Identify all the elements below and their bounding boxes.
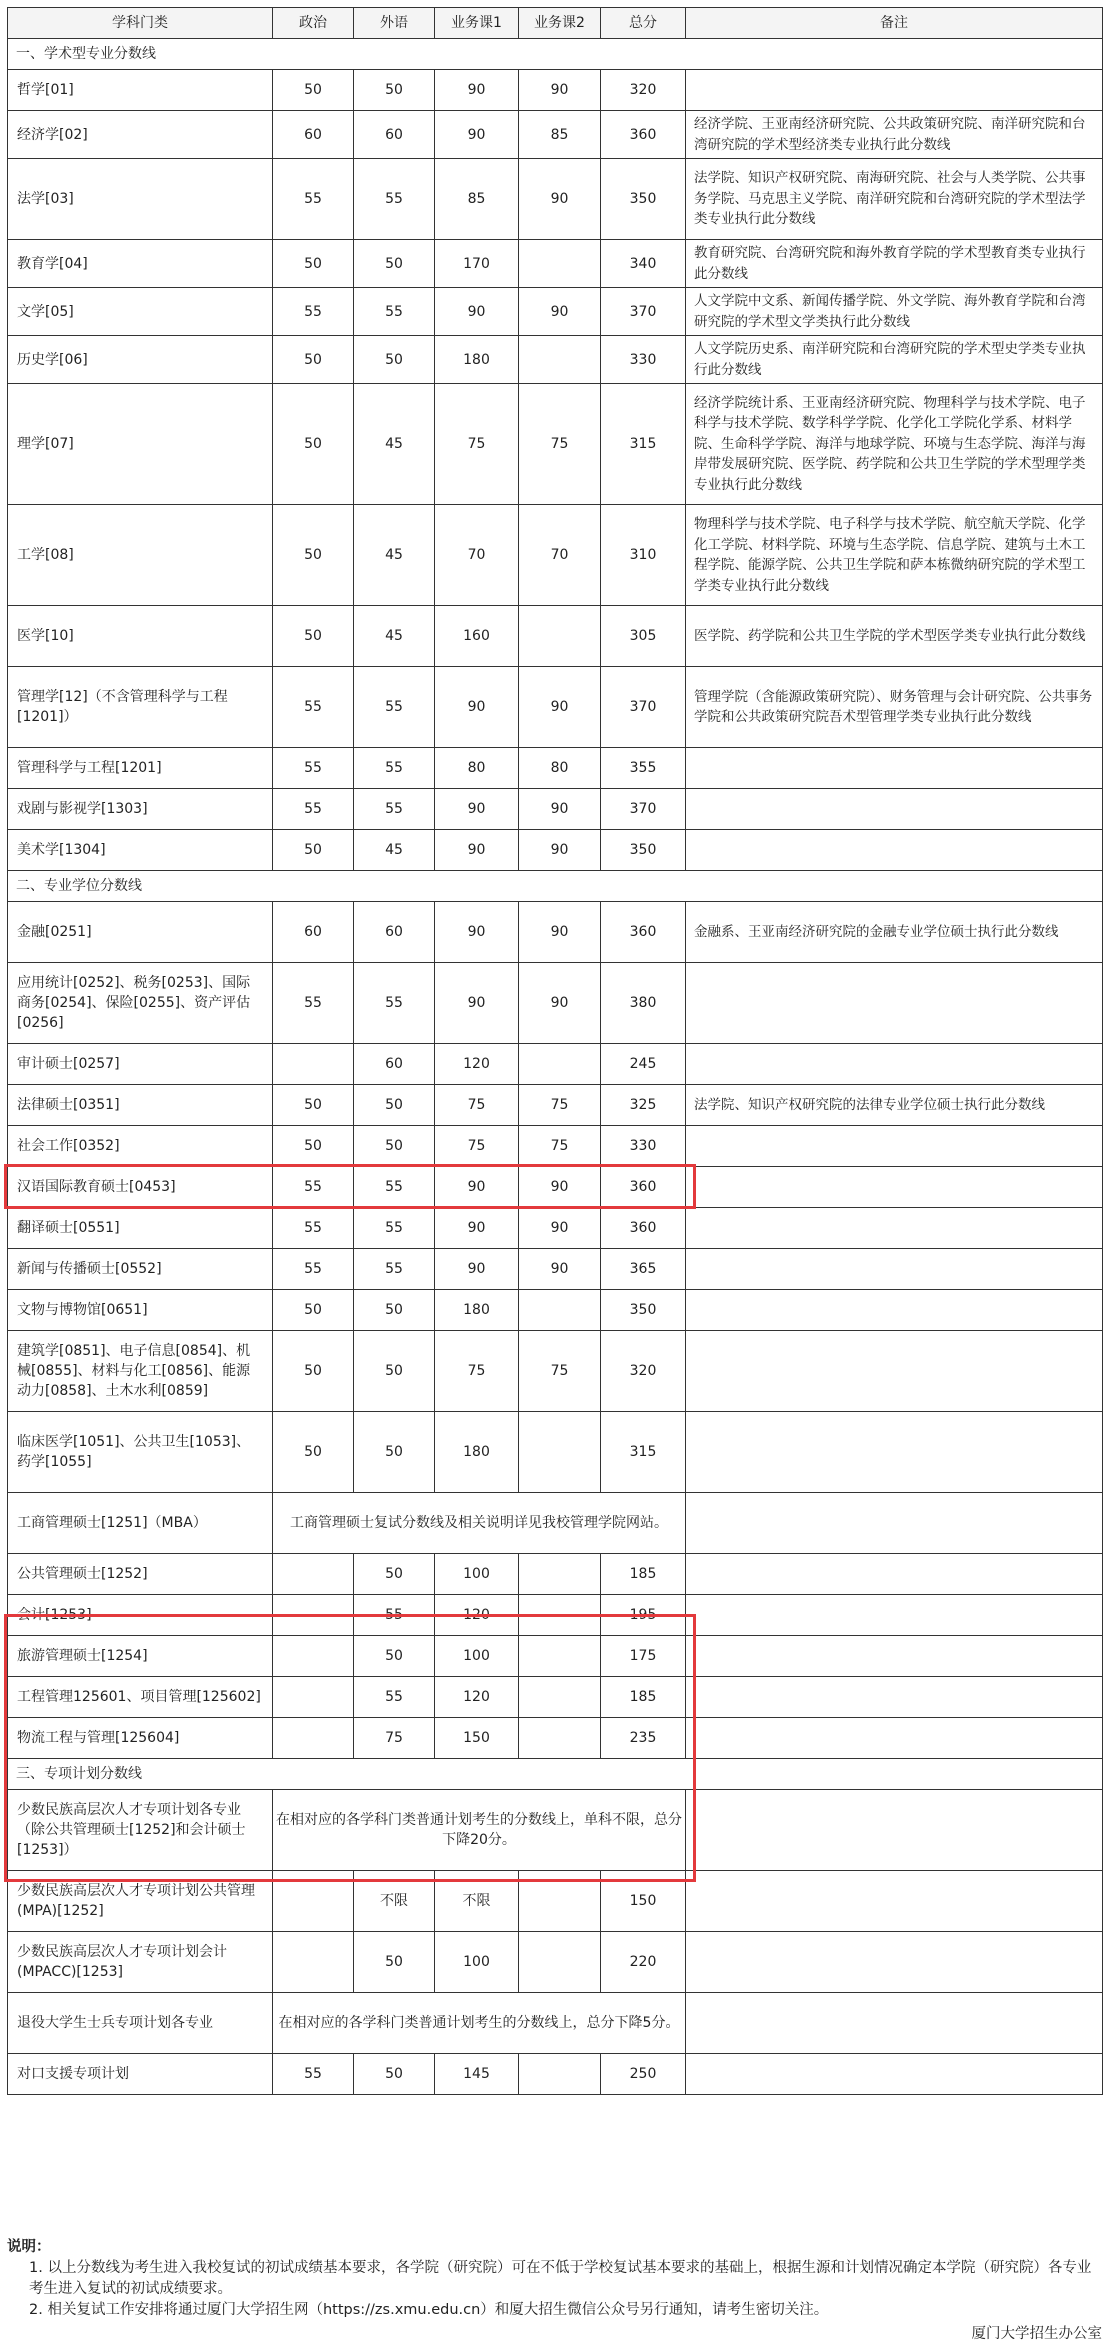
- subject-cell: 应用统计[0252]、税务[0253]、国际商务[0254]、保险[0255]、资产评估[0256]: [8, 963, 273, 1044]
- politics-cell: 50: [273, 1412, 354, 1493]
- course1-cell: 90: [435, 789, 519, 830]
- politics-cell: [273, 1636, 354, 1677]
- politics-cell: 55: [273, 159, 354, 240]
- remark-cell: [686, 1595, 1103, 1636]
- remark-cell: [686, 70, 1103, 111]
- header-subject: 学科门类: [8, 8, 273, 39]
- course1-cell: 75: [435, 1331, 519, 1412]
- course1-cell: 180: [435, 336, 519, 384]
- section-row: [8, 871, 1103, 902]
- subject-cell: 理学[07]: [8, 384, 273, 505]
- foreign-cell: 不限: [354, 1871, 435, 1932]
- course1-cell: 145: [435, 2054, 519, 2095]
- remark-cell: [686, 1554, 1103, 1595]
- course2-cell: [519, 2054, 601, 2095]
- total-cell: 310: [601, 505, 686, 606]
- course2-cell: [519, 1871, 601, 1932]
- header-course2: 业务课2: [519, 8, 601, 39]
- remark-cell: [686, 1331, 1103, 1412]
- remark-cell: 物理科学与技术学院、电子科学与技术学院、航空航天学院、化学化工学院、材料学院、环境与生态学院、信息学院、建筑与土木工程学院、能源学院、公共卫生学院和萨本栋微纳研究院的学术型工学类专业执行此分数线: [686, 505, 1103, 606]
- table-row: [8, 240, 1103, 288]
- table-row: [8, 1208, 1103, 1249]
- remark-cell: [686, 1790, 1103, 1871]
- header-politics: 政治: [273, 8, 354, 39]
- section-row: [8, 39, 1103, 70]
- total-cell: 185: [601, 1554, 686, 1595]
- table-row: [8, 159, 1103, 240]
- table-row: [8, 748, 1103, 789]
- course1-cell: 75: [435, 1126, 519, 1167]
- foreign-cell: 45: [354, 384, 435, 505]
- total-cell: 185: [601, 1677, 686, 1718]
- subject-cell: 法律硕士[0351]: [8, 1085, 273, 1126]
- course1-cell: 85: [435, 159, 519, 240]
- section-title: 三、专项计划分数线: [8, 1759, 1103, 1790]
- course1-cell: 80: [435, 748, 519, 789]
- total-cell: 305: [601, 606, 686, 667]
- remark-cell: 经济学院统计系、王亚南经济研究院、物理科学与技术学院、电子科学与技术学院、数学科学学院、化学化工学院化学系、材料学院、生命科学学院、海洋与地球学院、环境与生态学院、海洋与海岸带发展研究院、医学院、药学院和公共卫生学院的学术型理学类专业执行此分数线: [686, 384, 1103, 505]
- politics-cell: 55: [273, 963, 354, 1044]
- total-cell: 235: [601, 1718, 686, 1759]
- table-row: [8, 1167, 1103, 1208]
- total-cell: 325: [601, 1085, 686, 1126]
- subject-cell: 少数民族高层次人才专项计划各专业（除公共管理硕士[1252]和会计硕士[1253]）: [8, 1790, 273, 1871]
- subject-cell: 会计[1253]: [8, 1595, 273, 1636]
- total-cell: 350: [601, 159, 686, 240]
- remark-cell: [686, 1412, 1103, 1493]
- total-cell: 245: [601, 1044, 686, 1085]
- foreign-cell: 55: [354, 963, 435, 1044]
- table-row: [8, 288, 1103, 336]
- remark-cell: [686, 1636, 1103, 1677]
- subject-cell: 翻译硕士[0551]: [8, 1208, 273, 1249]
- table-row: [8, 1677, 1103, 1718]
- table-row: [8, 830, 1103, 871]
- subject-cell: 金融[0251]: [8, 902, 273, 963]
- course2-cell: [519, 1412, 601, 1493]
- remark-cell: [686, 1249, 1103, 1290]
- foreign-cell: 50: [354, 1126, 435, 1167]
- total-cell: 360: [601, 902, 686, 963]
- politics-cell: 55: [273, 288, 354, 336]
- table-row: [8, 1718, 1103, 1759]
- remark-cell: 经济学院、王亚南经济研究院、公共政策研究院、南洋研究院和台湾研究院的学术型经济类专业执行此分数线: [686, 111, 1103, 159]
- foreign-cell: 55: [354, 1208, 435, 1249]
- course1-cell: 90: [435, 70, 519, 111]
- table-row: [8, 1126, 1103, 1167]
- table-row: [8, 2054, 1103, 2095]
- header-foreign: 外语: [354, 8, 435, 39]
- total-cell: 360: [601, 111, 686, 159]
- foreign-cell: 55: [354, 789, 435, 830]
- total-cell: 195: [601, 1595, 686, 1636]
- politics-cell: [273, 1044, 354, 1085]
- politics-cell: 55: [273, 1208, 354, 1249]
- subject-cell: 汉语国际教育硕士[0453]: [8, 1167, 273, 1208]
- course2-cell: [519, 1290, 601, 1331]
- politics-cell: 55: [273, 789, 354, 830]
- subject-cell: 旅游管理硕士[1254]: [8, 1636, 273, 1677]
- foreign-cell: 45: [354, 505, 435, 606]
- subject-cell: 工程管理125601、项目管理[125602]: [8, 1677, 273, 1718]
- subject-cell: 审计硕士[0257]: [8, 1044, 273, 1085]
- remark-cell: 法学院、知识产权研究院、南海研究院、社会与人类学院、公共事务学院、马克思主义学院、南洋研究院和台湾研究院的学术型法学类专业执行此分数线: [686, 159, 1103, 240]
- course2-cell: [519, 1044, 601, 1085]
- politics-cell: 55: [273, 667, 354, 748]
- note-item-1: 1. 以上分数线为考生进入我校复试的初试成绩基本要求，各学院（研究院）可在不低于学校复试基本要求的基础上，根据生源和计划情况确定本学院（研究院）各专业考生进入复试的初试成绩要求。: [29, 2260, 1092, 2297]
- foreign-cell: 50: [354, 1932, 435, 1993]
- subject-cell: 文物与博物馆[0651]: [8, 1290, 273, 1331]
- course1-cell: 75: [435, 1085, 519, 1126]
- course2-cell: 90: [519, 902, 601, 963]
- total-cell: 380: [601, 963, 686, 1044]
- politics-cell: 50: [273, 505, 354, 606]
- total-cell: 220: [601, 1932, 686, 1993]
- politics-cell: 50: [273, 1126, 354, 1167]
- table-row: [8, 1493, 1103, 1554]
- notes-heading: 说明：: [7, 2239, 51, 2255]
- remark-cell: [686, 1126, 1103, 1167]
- total-cell: 150: [601, 1871, 686, 1932]
- table-row: [8, 1331, 1103, 1412]
- subject-cell: 少数民族高层次人才专项计划公共管理(MPA)[1252]: [8, 1871, 273, 1932]
- section-title: 一、学术型专业分数线: [8, 39, 1103, 70]
- total-cell: 360: [601, 1167, 686, 1208]
- course2-cell: 75: [519, 384, 601, 505]
- subject-cell: 经济学[02]: [8, 111, 273, 159]
- course1-cell: 75: [435, 384, 519, 505]
- subject-cell: 少数民族高层次人才专项计划会计(MPACC)[1253]: [8, 1932, 273, 1993]
- course2-cell: 75: [519, 1126, 601, 1167]
- table-row: [8, 1044, 1103, 1085]
- course1-cell: 90: [435, 667, 519, 748]
- remark-cell: [686, 830, 1103, 871]
- foreign-cell: 55: [354, 667, 435, 748]
- foreign-cell: 55: [354, 748, 435, 789]
- total-cell: 370: [601, 789, 686, 830]
- total-cell: 320: [601, 70, 686, 111]
- course1-cell: 150: [435, 1718, 519, 1759]
- course1-cell: 160: [435, 606, 519, 667]
- course2-cell: 90: [519, 1208, 601, 1249]
- foreign-cell: 55: [354, 1167, 435, 1208]
- foreign-cell: 45: [354, 830, 435, 871]
- course1-cell: 100: [435, 1932, 519, 1993]
- politics-cell: [273, 1932, 354, 1993]
- course1-cell: 90: [435, 1249, 519, 1290]
- course2-cell: [519, 336, 601, 384]
- total-cell: 360: [601, 1208, 686, 1249]
- foreign-cell: 75: [354, 1718, 435, 1759]
- table-row: [8, 1636, 1103, 1677]
- politics-cell: 50: [273, 1290, 354, 1331]
- politics-cell: 50: [273, 240, 354, 288]
- remark-cell: [686, 748, 1103, 789]
- foreign-cell: 50: [354, 1636, 435, 1677]
- table-row: [8, 1871, 1103, 1932]
- total-cell: 370: [601, 667, 686, 748]
- score-table-wrapper: [7, 7, 1102, 2095]
- course2-cell: 85: [519, 111, 601, 159]
- politics-cell: [273, 1718, 354, 1759]
- course2-cell: 90: [519, 159, 601, 240]
- table-row: [8, 1595, 1103, 1636]
- foreign-cell: 60: [354, 111, 435, 159]
- foreign-cell: 55: [354, 1249, 435, 1290]
- remark-cell: [686, 963, 1103, 1044]
- foreign-cell: 55: [354, 159, 435, 240]
- politics-cell: [273, 1677, 354, 1718]
- signature: 厦门大学招生办公室: [971, 2326, 1102, 2342]
- subject-cell: 医学[10]: [8, 606, 273, 667]
- table-row: [8, 505, 1103, 606]
- remark-cell: 金融系、王亚南经济研究院的金融专业学位硕士执行此分数线: [686, 902, 1103, 963]
- table-row: [8, 1249, 1103, 1290]
- header-course1: 业务课1: [435, 8, 519, 39]
- course1-cell: 90: [435, 902, 519, 963]
- course1-cell: 120: [435, 1677, 519, 1718]
- subject-cell: 管理学[12]（不含管理科学与工程[1201]）: [8, 667, 273, 748]
- table-row: [8, 1412, 1103, 1493]
- remark-cell: 人文学院历史系、南洋研究院和台湾研究院的学术型史学类专业执行此分数线: [686, 336, 1103, 384]
- subject-cell: 工商管理硕士[1251]（MBA）: [8, 1493, 273, 1554]
- course2-cell: 75: [519, 1085, 601, 1126]
- subject-cell: 教育学[04]: [8, 240, 273, 288]
- foreign-cell: 50: [354, 1331, 435, 1412]
- politics-cell: 50: [273, 830, 354, 871]
- table-row: [8, 336, 1103, 384]
- course1-cell: 100: [435, 1554, 519, 1595]
- remark-cell: [686, 1044, 1103, 1085]
- foreign-cell: 60: [354, 902, 435, 963]
- course2-cell: 90: [519, 830, 601, 871]
- course2-cell: [519, 1554, 601, 1595]
- remark-cell: [686, 1290, 1103, 1331]
- subject-cell: 法学[03]: [8, 159, 273, 240]
- course2-cell: [519, 1636, 601, 1677]
- section-title: 二、专业学位分数线: [8, 871, 1103, 902]
- table-row: [8, 111, 1103, 159]
- merged-note-cell: 工商管理硕士复试分数线及相关说明详见我校管理学院网站。: [273, 1493, 686, 1554]
- notes-block: [7, 2237, 1102, 2345]
- total-cell: 320: [601, 1331, 686, 1412]
- politics-cell: 50: [273, 384, 354, 505]
- course2-cell: 90: [519, 1249, 601, 1290]
- table-row: [8, 667, 1103, 748]
- merged-note-cell: 在相对应的各学科门类普通计划考生的分数线上，单科不限，总分下降20分。: [273, 1790, 686, 1871]
- politics-cell: [273, 1554, 354, 1595]
- subject-cell: 美术学[1304]: [8, 830, 273, 871]
- course2-cell: [519, 240, 601, 288]
- table-row: [8, 606, 1103, 667]
- politics-cell: 55: [273, 1167, 354, 1208]
- total-cell: 315: [601, 1412, 686, 1493]
- course1-cell: 100: [435, 1636, 519, 1677]
- table-row: [8, 70, 1103, 111]
- politics-cell: [273, 1595, 354, 1636]
- total-cell: 315: [601, 384, 686, 505]
- total-cell: 370: [601, 288, 686, 336]
- course2-cell: [519, 1595, 601, 1636]
- politics-cell: 50: [273, 606, 354, 667]
- politics-cell: 50: [273, 70, 354, 111]
- total-cell: 250: [601, 2054, 686, 2095]
- total-cell: 330: [601, 336, 686, 384]
- course2-cell: 70: [519, 505, 601, 606]
- remark-cell: 法学院、知识产权研究院的法律专业学位硕士执行此分数线: [686, 1085, 1103, 1126]
- table-row: [8, 1790, 1103, 1871]
- subject-cell: 新闻与传播硕士[0552]: [8, 1249, 273, 1290]
- remark-cell: [686, 1167, 1103, 1208]
- course1-cell: 90: [435, 288, 519, 336]
- table-row: [8, 1554, 1103, 1595]
- course2-cell: 90: [519, 1167, 601, 1208]
- course1-cell: 120: [435, 1595, 519, 1636]
- remark-cell: [686, 1871, 1103, 1932]
- foreign-cell: 50: [354, 336, 435, 384]
- politics-cell: 55: [273, 748, 354, 789]
- subject-cell: 工学[08]: [8, 505, 273, 606]
- remark-cell: [686, 1677, 1103, 1718]
- foreign-cell: 55: [354, 1677, 435, 1718]
- table-row: [8, 384, 1103, 505]
- note-item-2: 2. 相关复试工作安排将通过厦门大学招生网（https://zs.xmu.edu.cn）和厦大招生微信公众号另行通知，请考生密切关注。: [29, 2302, 829, 2318]
- table-row: [8, 1290, 1103, 1331]
- header-total: 总分: [601, 8, 686, 39]
- foreign-cell: 50: [354, 1554, 435, 1595]
- subject-cell: 哲学[01]: [8, 70, 273, 111]
- remark-cell: 管理学院（含能源政策研究院）、财务管理与会计研究院、公共事务学院和公共政策研究院吾术型管理学类专业执行此分数线: [686, 667, 1103, 748]
- course1-cell: 不限: [435, 1871, 519, 1932]
- course1-cell: 180: [435, 1412, 519, 1493]
- total-cell: 350: [601, 830, 686, 871]
- total-cell: 350: [601, 1290, 686, 1331]
- foreign-cell: 50: [354, 1412, 435, 1493]
- subject-cell: 物流工程与管理[125604]: [8, 1718, 273, 1759]
- foreign-cell: 50: [354, 2054, 435, 2095]
- remark-cell: [686, 1208, 1103, 1249]
- remark-cell: 医学院、药学院和公共卫生学院的学术型医学类专业执行此分数线: [686, 606, 1103, 667]
- total-cell: 355: [601, 748, 686, 789]
- politics-cell: 60: [273, 902, 354, 963]
- course2-cell: [519, 1677, 601, 1718]
- foreign-cell: 60: [354, 1044, 435, 1085]
- total-cell: 330: [601, 1126, 686, 1167]
- course1-cell: 70: [435, 505, 519, 606]
- remark-cell: [686, 789, 1103, 830]
- table-row: [8, 902, 1103, 963]
- politics-cell: 55: [273, 2054, 354, 2095]
- foreign-cell: 45: [354, 606, 435, 667]
- course2-cell: 90: [519, 963, 601, 1044]
- politics-cell: 55: [273, 1249, 354, 1290]
- total-cell: 175: [601, 1636, 686, 1677]
- subject-cell: 戏剧与影视学[1303]: [8, 789, 273, 830]
- course2-cell: 90: [519, 288, 601, 336]
- table-row: [8, 789, 1103, 830]
- total-cell: 340: [601, 240, 686, 288]
- table-row: [8, 1932, 1103, 1993]
- subject-cell: 管理科学与工程[1201]: [8, 748, 273, 789]
- remark-cell: [686, 1993, 1103, 2054]
- course1-cell: 180: [435, 1290, 519, 1331]
- total-cell: 365: [601, 1249, 686, 1290]
- course1-cell: 90: [435, 1208, 519, 1249]
- course2-cell: [519, 1932, 601, 1993]
- course1-cell: 90: [435, 830, 519, 871]
- course1-cell: 170: [435, 240, 519, 288]
- politics-cell: 60: [273, 111, 354, 159]
- subject-cell: 公共管理硕士[1252]: [8, 1554, 273, 1595]
- subject-cell: 文学[05]: [8, 288, 273, 336]
- course2-cell: [519, 606, 601, 667]
- course2-cell: 90: [519, 667, 601, 748]
- foreign-cell: 55: [354, 1595, 435, 1636]
- remark-cell: [686, 1493, 1103, 1554]
- table-row: [8, 963, 1103, 1044]
- table-row: [8, 1993, 1103, 2054]
- foreign-cell: 50: [354, 240, 435, 288]
- remark-cell: [686, 1932, 1103, 1993]
- subject-cell: 临床医学[1051]、公共卫生[1053]、药学[1055]: [8, 1412, 273, 1493]
- politics-cell: 50: [273, 1085, 354, 1126]
- course2-cell: 80: [519, 748, 601, 789]
- course2-cell: 90: [519, 70, 601, 111]
- subject-cell: 社会工作[0352]: [8, 1126, 273, 1167]
- remark-cell: [686, 2054, 1103, 2095]
- course1-cell: 90: [435, 1167, 519, 1208]
- foreign-cell: 50: [354, 70, 435, 111]
- politics-cell: [273, 1871, 354, 1932]
- merged-note-cell: 在相对应的各学科门类普通计划考生的分数线上，总分下降5分。: [273, 1993, 686, 2054]
- foreign-cell: 50: [354, 1290, 435, 1331]
- course1-cell: 90: [435, 111, 519, 159]
- course2-cell: 90: [519, 789, 601, 830]
- course1-cell: 90: [435, 963, 519, 1044]
- course2-cell: [519, 1718, 601, 1759]
- subject-cell: 建筑学[0851]、电子信息[0854]、机械[0855]、材料与化工[0856]、能源动力[0858]、土木水利[0859]: [8, 1331, 273, 1412]
- politics-cell: 50: [273, 336, 354, 384]
- subject-cell: 退役大学生士兵专项计划各专业: [8, 1993, 273, 2054]
- section-row: [8, 1759, 1103, 1790]
- foreign-cell: 55: [354, 288, 435, 336]
- course1-cell: 120: [435, 1044, 519, 1085]
- score-table: [7, 7, 1103, 2095]
- subject-cell: 对口支援专项计划: [8, 2054, 273, 2095]
- foreign-cell: 50: [354, 1085, 435, 1126]
- subject-cell: 历史学[06]: [8, 336, 273, 384]
- remark-cell: 人文学院中文系、新闻传播学院、外文学院、海外教育学院和台湾研究院的学术型文学类执行此分数线: [686, 288, 1103, 336]
- remark-cell: 教育研究院、台湾研究院和海外教育学院的学术型教育类专业执行此分数线: [686, 240, 1103, 288]
- header-remark: 备注: [686, 8, 1103, 39]
- politics-cell: 50: [273, 1331, 354, 1412]
- table-row: [8, 1085, 1103, 1126]
- remark-cell: [686, 1718, 1103, 1759]
- course2-cell: 75: [519, 1331, 601, 1412]
- table-header-row: [8, 8, 1103, 39]
